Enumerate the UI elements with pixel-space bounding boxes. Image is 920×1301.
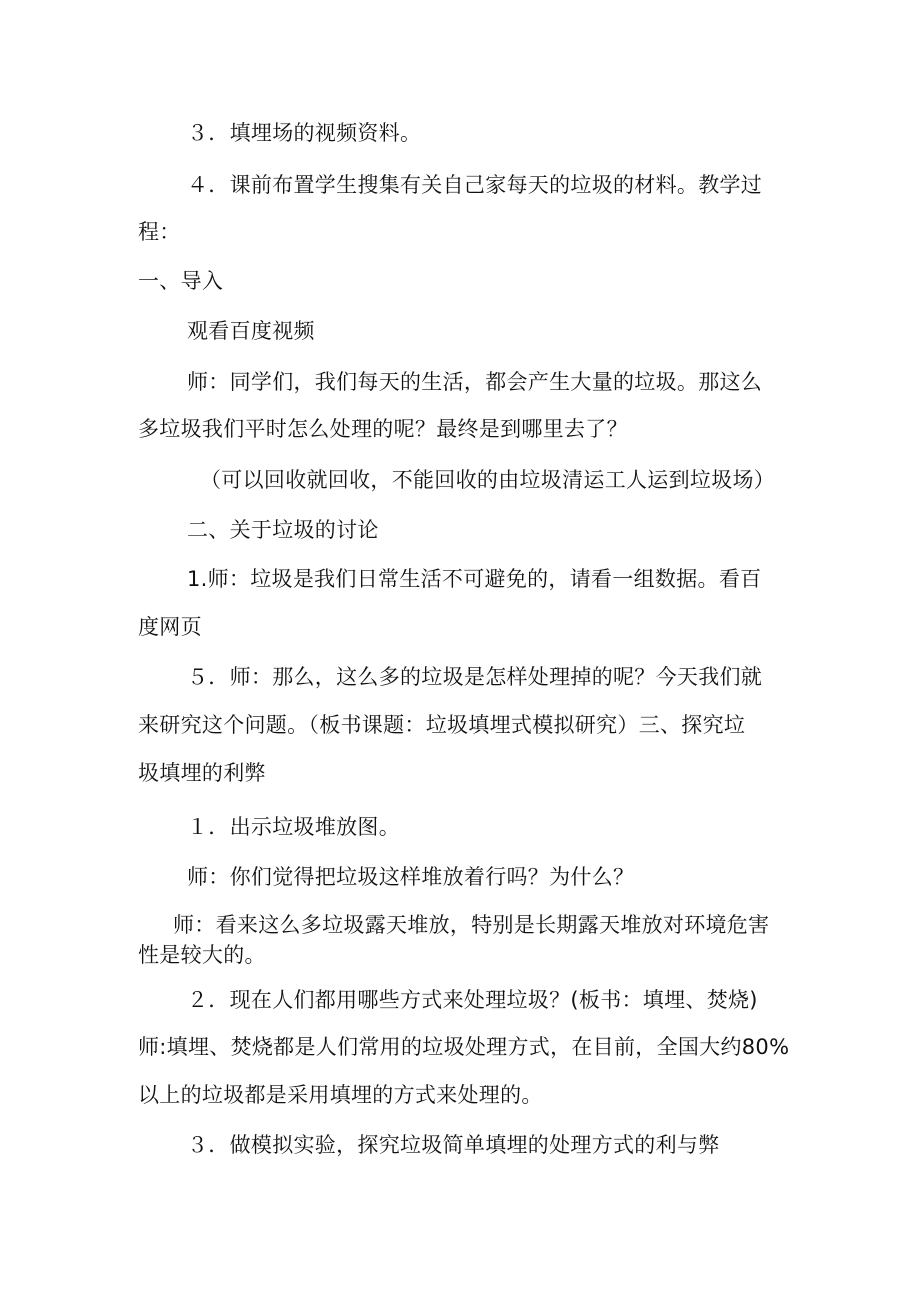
text-line-discussion-5: ５．师：那么，这么多的垃圾是怎样处理掉的呢？今天我们就 [187,665,763,689]
text-line-explore-teacher-methods-cont: 以上的垃圾都是采用填埋的方式来处理的。 [138,1083,543,1107]
text-line-explore-teacher-methods: 师:填埋、焚烧都是人们常用的垃圾处理方式，在目前，全国大约80% [138,1035,790,1059]
text-line-discussion-1: 1.师：垃圾是我们日常生活不可避免的，请看一组数据。看百 [187,567,762,591]
text-line-teacher-question-cont: 多垃圾我们平时怎么处理的呢？最终是到哪里去了？ [138,417,628,441]
text-line-explore-2: ２．现在人们都用哪些方式来处理垃圾？(板书：填埋、焚烧) [187,988,758,1012]
text-line-materials-4-cont: 程： [138,220,181,244]
section-heading-intro: 一、导入 [138,269,224,293]
text-line-materials-3: ３．填埋场的视频资料。 [187,121,422,145]
text-line-explore-teacher-comment: 师：看来这么多垃圾露天堆放，特别是长期露天堆放对环境危害 [173,913,770,937]
text-line-explore-teacher-comment-cont: 性是较大的。 [138,943,266,967]
text-line-explore-teacher-q: 师：你们觉得把垃圾这样堆放着行吗？为什么？ [187,865,635,889]
text-line-watch-video: 观看百度视频 [187,319,315,343]
text-line-discussion-1-cont: 度网页 [138,615,202,639]
text-line-discussion-5-cont: 来研究这个问题。（板书课题：垃圾填埋式模拟研究）三、探究垃 [138,713,746,737]
text-line-discussion-5-cont2: 圾填埋的利弊 [138,761,266,785]
text-line-answer-note: （可以回收就回收，不能回收的由垃圾清运工人运到垃圾场） [200,468,776,492]
text-line-explore-1: １．出示垃圾堆放图。 [187,815,400,839]
text-line-materials-4: ４．课前布置学生搜集有关自己家每天的垃圾的材料。教学过 [187,173,763,197]
text-line-explore-3: ３．做模拟实验，探究垃圾简单填埋的处理方式的利与弊 [187,1133,720,1157]
section-heading-discussion: 二、关于垃圾的讨论 [187,518,379,542]
text-line-teacher-question: 师：同学们，我们每天的生活，都会产生大量的垃圾。那这么 [187,370,763,394]
